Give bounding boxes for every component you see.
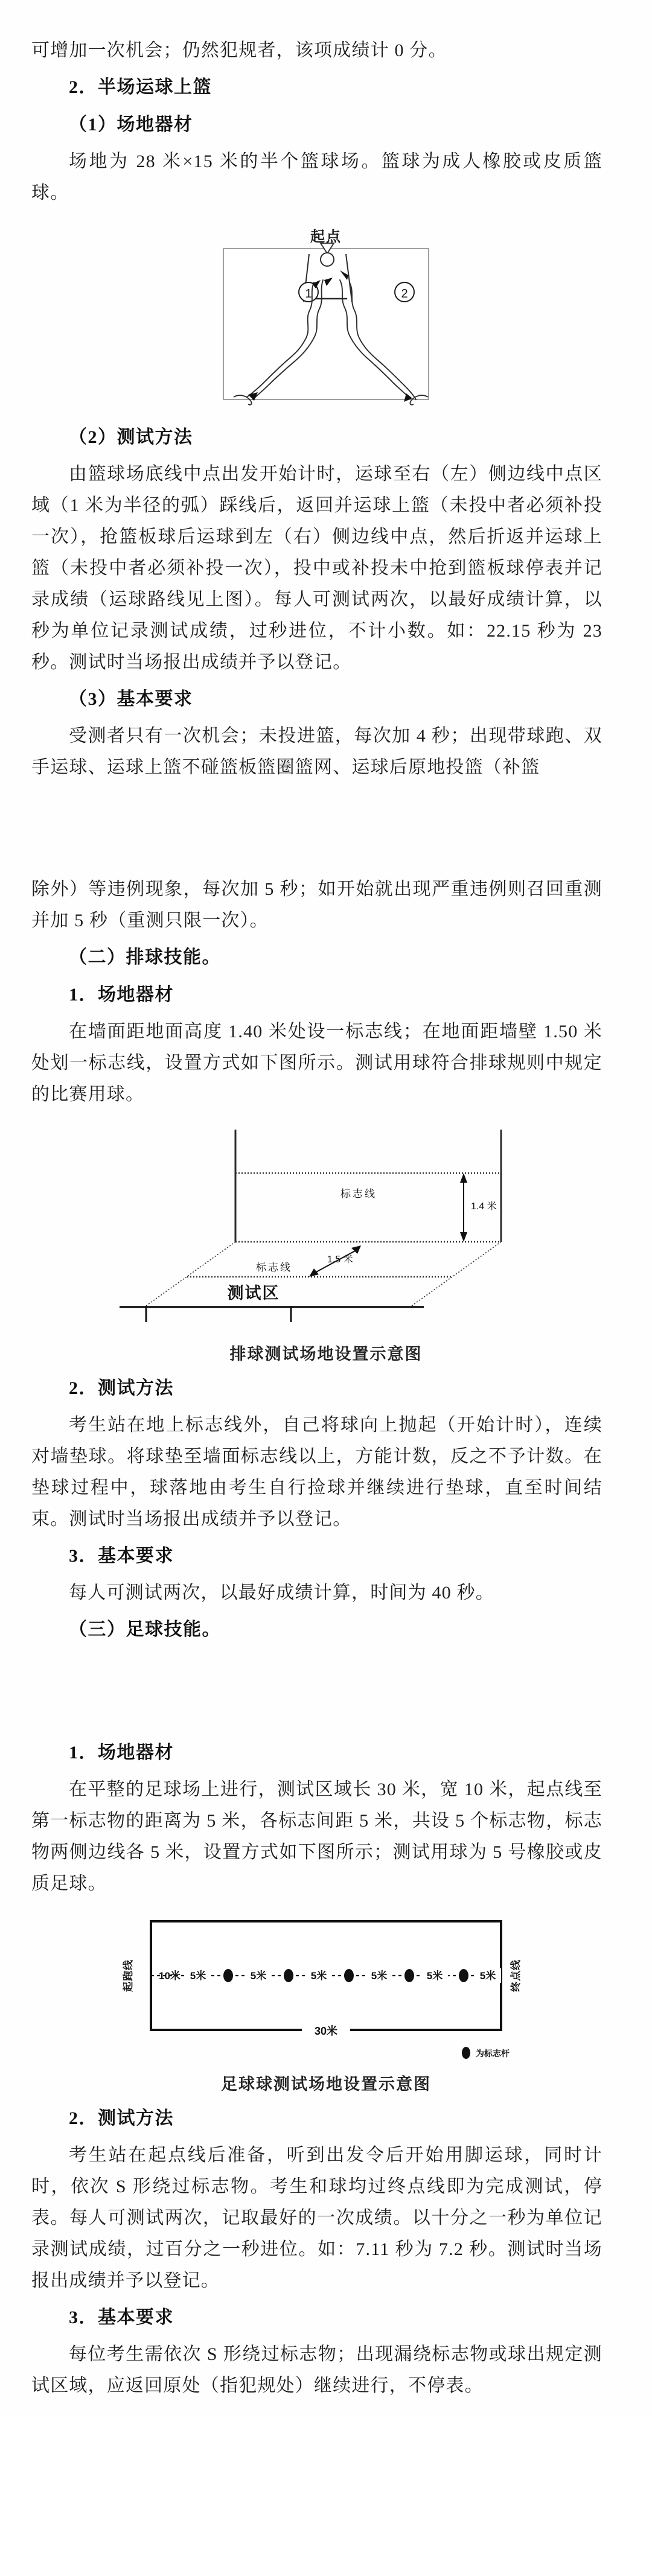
football-requirements-heading: 3．基本要求 bbox=[69, 2307, 174, 2327]
volleyball-venue-text: 在墙面距地面高度 1.40 米处设一标志线；在地面距墙壁 1.50 米处划一标志线，设置方式如下图所示。测试用球符合排球规则中规定的比赛用球。 bbox=[31, 1022, 602, 1104]
basketball-continued-text: 可增加一次机会；仍然犯规者，该项成绩计 0 分。 bbox=[31, 40, 447, 60]
football-finish-line-label: 终点线 bbox=[510, 1959, 522, 1992]
football-marker-pole-5 bbox=[459, 1969, 468, 1982]
page-break-gap-1 bbox=[0, 783, 652, 874]
football-segment-label-6: 5米 bbox=[479, 1970, 496, 1982]
football-legend-label: 为标志杆 bbox=[476, 2049, 510, 2058]
football-method-text: 考生站在起点线后准备，听到出发令后开始用脚运球，同时计时，依次 S 形绕过标志物。考生和球均过终点线即为完成测试，停表。每人可测试两次，记取最好的一次成绩。以十分之一秒为单位记录测试成绩，过百分之一秒进位。如：7.11 秒为 7.2 秒。测试时当场报出成绩并予以登记。 bbox=[31, 2145, 602, 2291]
football-course-figure bbox=[0, 1915, 652, 2066]
volleyball-distance-dimension: 1.5 米 bbox=[327, 1255, 353, 1265]
volleyball-height-dimension: 1.4 米 bbox=[471, 1201, 497, 1212]
football-venue-heading: 1．场地器材 bbox=[69, 1743, 174, 1763]
volleyball-wall-marker-label: 标志线 bbox=[340, 1188, 377, 1200]
football-width-label: 10米 bbox=[159, 1970, 181, 1982]
volleyball-method-heading: 2．测试方法 bbox=[69, 1378, 174, 1398]
basketball-venue-heading: （1）场地器材 bbox=[69, 115, 193, 135]
basketball-requirements-heading: （3）基本要求 bbox=[69, 689, 193, 709]
basketball-marker-one: 1 bbox=[305, 287, 312, 301]
top-margin bbox=[0, 0, 652, 35]
basketball-start-point-label: 起点 bbox=[310, 229, 342, 245]
volleyball-figure-caption: 排球测试场地设置示意图 bbox=[229, 1345, 423, 1363]
volleyball-venue-heading: 1．场地器材 bbox=[69, 985, 174, 1005]
football-length-label: 30米 bbox=[314, 2025, 338, 2037]
football-segment-label-3: 5米 bbox=[310, 1970, 327, 1982]
football-marker-pole-3 bbox=[344, 1969, 354, 1982]
football-method-heading: 2．测试方法 bbox=[69, 2108, 174, 2128]
volleyball-requirements-text: 每人可测试两次，以最好成绩计算，时间为 40 秒。 bbox=[69, 1583, 494, 1603]
volleyball-court-figure bbox=[0, 1126, 652, 1325]
basketball-court-svg bbox=[196, 224, 456, 405]
football-segment-label-5: 5米 bbox=[426, 1970, 443, 1982]
basketball-marker-two: 2 bbox=[401, 287, 408, 301]
basketball-court-figure bbox=[0, 224, 652, 405]
basketball-venue-text: 场地为 28 米×15 米的半个篮球场。篮球为成人橡胶或皮质篮球。 bbox=[31, 151, 602, 203]
football-figure-caption: 足球球测试场地设置示意图 bbox=[221, 2075, 431, 2093]
basketball-method-text: 由篮球场底线中点出发开始计时，运球至右（左）侧边线中点区域（1 米为半径的弧）踩线后，返回并运球上篮（未投中者必须补投一次），抢篮板球后运球到左（右）侧边线中点，然后折返并运球上篮（未投中者必须补投一次），投中或补投未中抢到篮板球停表并记录成绩（运球路线见上图）。每人可测试两次，以最好成绩计算，以秒为单位记录测试成绩，过秒进位，不计小数。如：22.15 秒为 23 秒。测试时当场报出成绩并予以登记。 bbox=[31, 464, 602, 672]
football-segment-label-2: 5米 bbox=[250, 1970, 267, 1982]
football-course-svg bbox=[60, 1915, 592, 2066]
football-start-line-label: 起跑线 bbox=[123, 1959, 134, 1992]
football-requirements-text: 每位考生需依次 S 形绕过标志物；出现漏绕标志物或球出规定测试区域，应返回原处（指犯规处）继续进行，不停表。 bbox=[31, 2344, 602, 2396]
volleyball-court-svg bbox=[115, 1126, 537, 1325]
volleyball-floor-marker-label: 标志线 bbox=[256, 1262, 292, 1273]
basketball-requirements-text: 受测者只有一次机会；未投进篮，每次加 4 秒；出现带球跑、双手运球、运球上篮不碰篮板篮圈篮网、运球后原地投篮（补篮 bbox=[31, 726, 602, 777]
volleyball-method-text: 考生站在地上标志线外，自己将球向上抛起（开始计时），连续对墙垫球。将球垫至墙面标志线以上，方能计数，反之不予计数。在垫球过程中，球落地由考生自行捡球并继续进行垫球，直至时间结束。测试时当场报出成绩并予以登记。 bbox=[31, 1415, 602, 1529]
basketball-method-heading: （2）测试方法 bbox=[69, 427, 193, 447]
football-marker-pole-2 bbox=[284, 1969, 293, 1982]
basketball-requirements-text-cont: 除外）等违例现象，每次加 5 秒；如开始就出现严重违例则召回重测并加 5 秒（重测只限一次）。 bbox=[31, 879, 602, 930]
football-venue-text: 在平整的足球场上进行，测试区域长 30 米，宽 10 米，起点线至第一标志物的距离为 5 米，各标志间距 5 米，共设 5 个标志物，标志物两侧边线各 5 米，设置方式如下图所示；测试用球为 5 号橡胶或皮质足球。 bbox=[31, 1779, 602, 1894]
basketball-heading: 2．半场运球上篮 bbox=[69, 77, 212, 97]
football-marker-pole-4 bbox=[404, 1969, 414, 1982]
football-segment-label-1: 5米 bbox=[190, 1970, 206, 1982]
volleyball-requirements-heading: 3．基本要求 bbox=[69, 1546, 174, 1566]
football-segment-label-4: 5米 bbox=[371, 1970, 388, 1982]
page-break-gap-2 bbox=[0, 1646, 652, 1737]
volleyball-test-area-label: 测试区 bbox=[227, 1284, 280, 1302]
football-marker-pole-1 bbox=[223, 1969, 233, 1982]
football-heading: （三）足球技能。 bbox=[69, 1620, 221, 1639]
volleyball-heading: （二）排球技能。 bbox=[69, 947, 221, 967]
football-legend-marker-icon bbox=[462, 2047, 470, 2059]
